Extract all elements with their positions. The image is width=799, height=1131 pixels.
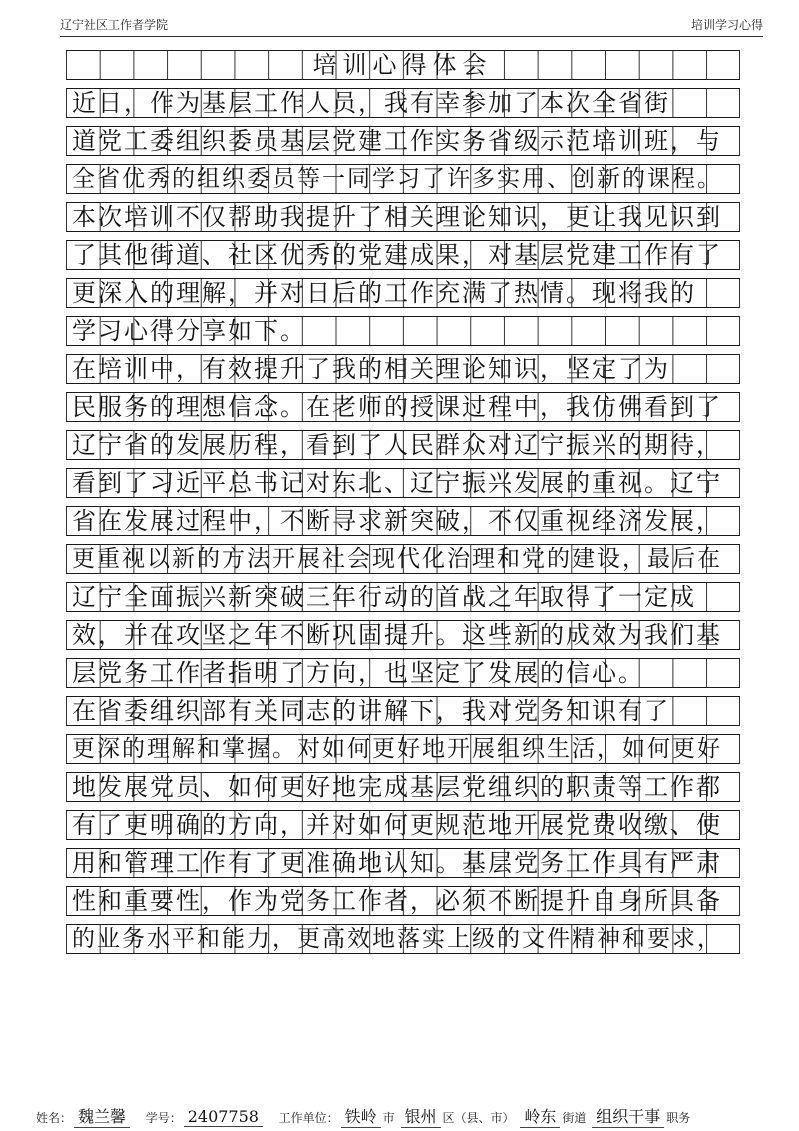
text-line: 全省优秀的组织委员等一同学习了许多实用、创新的课程。 [72, 166, 722, 192]
text-row [66, 810, 740, 840]
text-row [66, 696, 740, 726]
text-row [66, 88, 740, 118]
name-label: 姓名： [36, 1111, 73, 1125]
text-row [66, 392, 740, 422]
text-line: 性和重要性，作为党务工作者，必须不断提升自身所具备 [72, 887, 722, 915]
district-value: 银州 [401, 1104, 441, 1128]
text-line: 近日，作为基层工作人员，我有幸参加了本次全省街 [72, 89, 670, 117]
text-row [66, 354, 740, 384]
text-line: 的业务水平和能力，更高效地落实上级的文件精神和要求， [72, 926, 722, 952]
text-row [66, 468, 740, 498]
text-row [66, 848, 740, 878]
student-id-label: 学号： [145, 1111, 182, 1125]
text-line: 用和管理工作有了更准确地认知。基层党务工作具有严肃 [72, 849, 722, 877]
text-line: 层党务工作者指明了方向，也坚定了发展的信心。 [72, 659, 644, 687]
text-row [66, 240, 740, 270]
street-value: 岭东 [520, 1104, 560, 1128]
header-divider [60, 36, 763, 37]
text-line: 辽宁省的发展历程，看到了人民群众对辽宁振兴的期待， [72, 431, 722, 459]
text-row [66, 278, 740, 308]
header-right: 培训学习心得 [690, 18, 763, 32]
city-value: 铁岭 [341, 1104, 381, 1128]
position-value: 组织干事 [592, 1104, 664, 1128]
text-row [66, 506, 740, 536]
writing-grid [66, 50, 740, 962]
work-unit-label: 工作单位： [278, 1111, 339, 1125]
text-line: 学习心得分享如下。 [72, 317, 306, 345]
text-line: 民服务的理想信念。在老师的授课过程中，我仿佛看到了 [72, 393, 722, 421]
text-line: 在培训中，有效提升了我的相关理论知识，坚定了为 [72, 355, 670, 383]
text-row [66, 202, 740, 232]
text-row [66, 620, 740, 650]
student-id-value: 2407758 [184, 1107, 263, 1127]
text-line: 更深的理解和掌握。对如何更好地开展组织生活，如何更好 [72, 736, 722, 762]
text-row [66, 734, 740, 764]
text-row [66, 772, 740, 802]
footer [36, 1104, 769, 1128]
text-row [66, 544, 740, 574]
text-line: 效，并在攻坚之年不断巩固提升。这些新的成效为我们基 [72, 621, 722, 649]
text-line: 看到了习近平总书记对东北、辽宁振兴发展的重视。辽宁 [72, 469, 722, 497]
text-line: 辽宁全面振兴新突破三年行动的首战之年取得了一定成 [72, 583, 696, 611]
text-row [66, 164, 740, 194]
text-row [66, 582, 740, 612]
city-label: 市 [382, 1111, 395, 1125]
text-row [66, 658, 740, 688]
text-line: 有了更明确的方向，并对如何更规范地开展党费收缴、使 [72, 811, 722, 839]
text-line: 地发展党员、如何更好地完成基层党组织的职责等工作都 [72, 773, 722, 801]
text-line: 更深入的理解，并对日后的工作充满了热情。现将我的 [72, 279, 696, 307]
text-line: 道党工委组织委员基层党建工作实务省级示范培训班，与 [72, 127, 722, 155]
text-line: 了其他街道、社区优秀的党建成果，对基层党建工作有了 [72, 241, 722, 269]
position-label: 职务 [666, 1111, 691, 1125]
text-line: 本次培训不仅帮助我提升了相关理论知识，更让我见识到 [72, 203, 722, 231]
header-left: 辽宁社区工作者学院 [60, 18, 169, 32]
text-row [66, 126, 740, 156]
text-row [66, 316, 740, 346]
document-title: 培训心得体会 [312, 51, 493, 79]
text-line: 在省委组织部有关同志的讲解下，我对党务知识有了 [72, 697, 670, 725]
street-label: 街道 [562, 1111, 587, 1125]
district-label: 区（县、市） [442, 1111, 515, 1125]
text-line: 更重视以新的方法开展社会现代化治理和党的建设，最后在 [72, 546, 722, 572]
text-row [66, 886, 740, 916]
text-row [66, 924, 740, 954]
text-row [66, 430, 740, 460]
text-line: 省在发展过程中，不断寻求新突破，不仅重视经济发展， [72, 507, 722, 535]
title-row [66, 50, 740, 80]
name-value: 魏兰馨 [74, 1104, 130, 1128]
